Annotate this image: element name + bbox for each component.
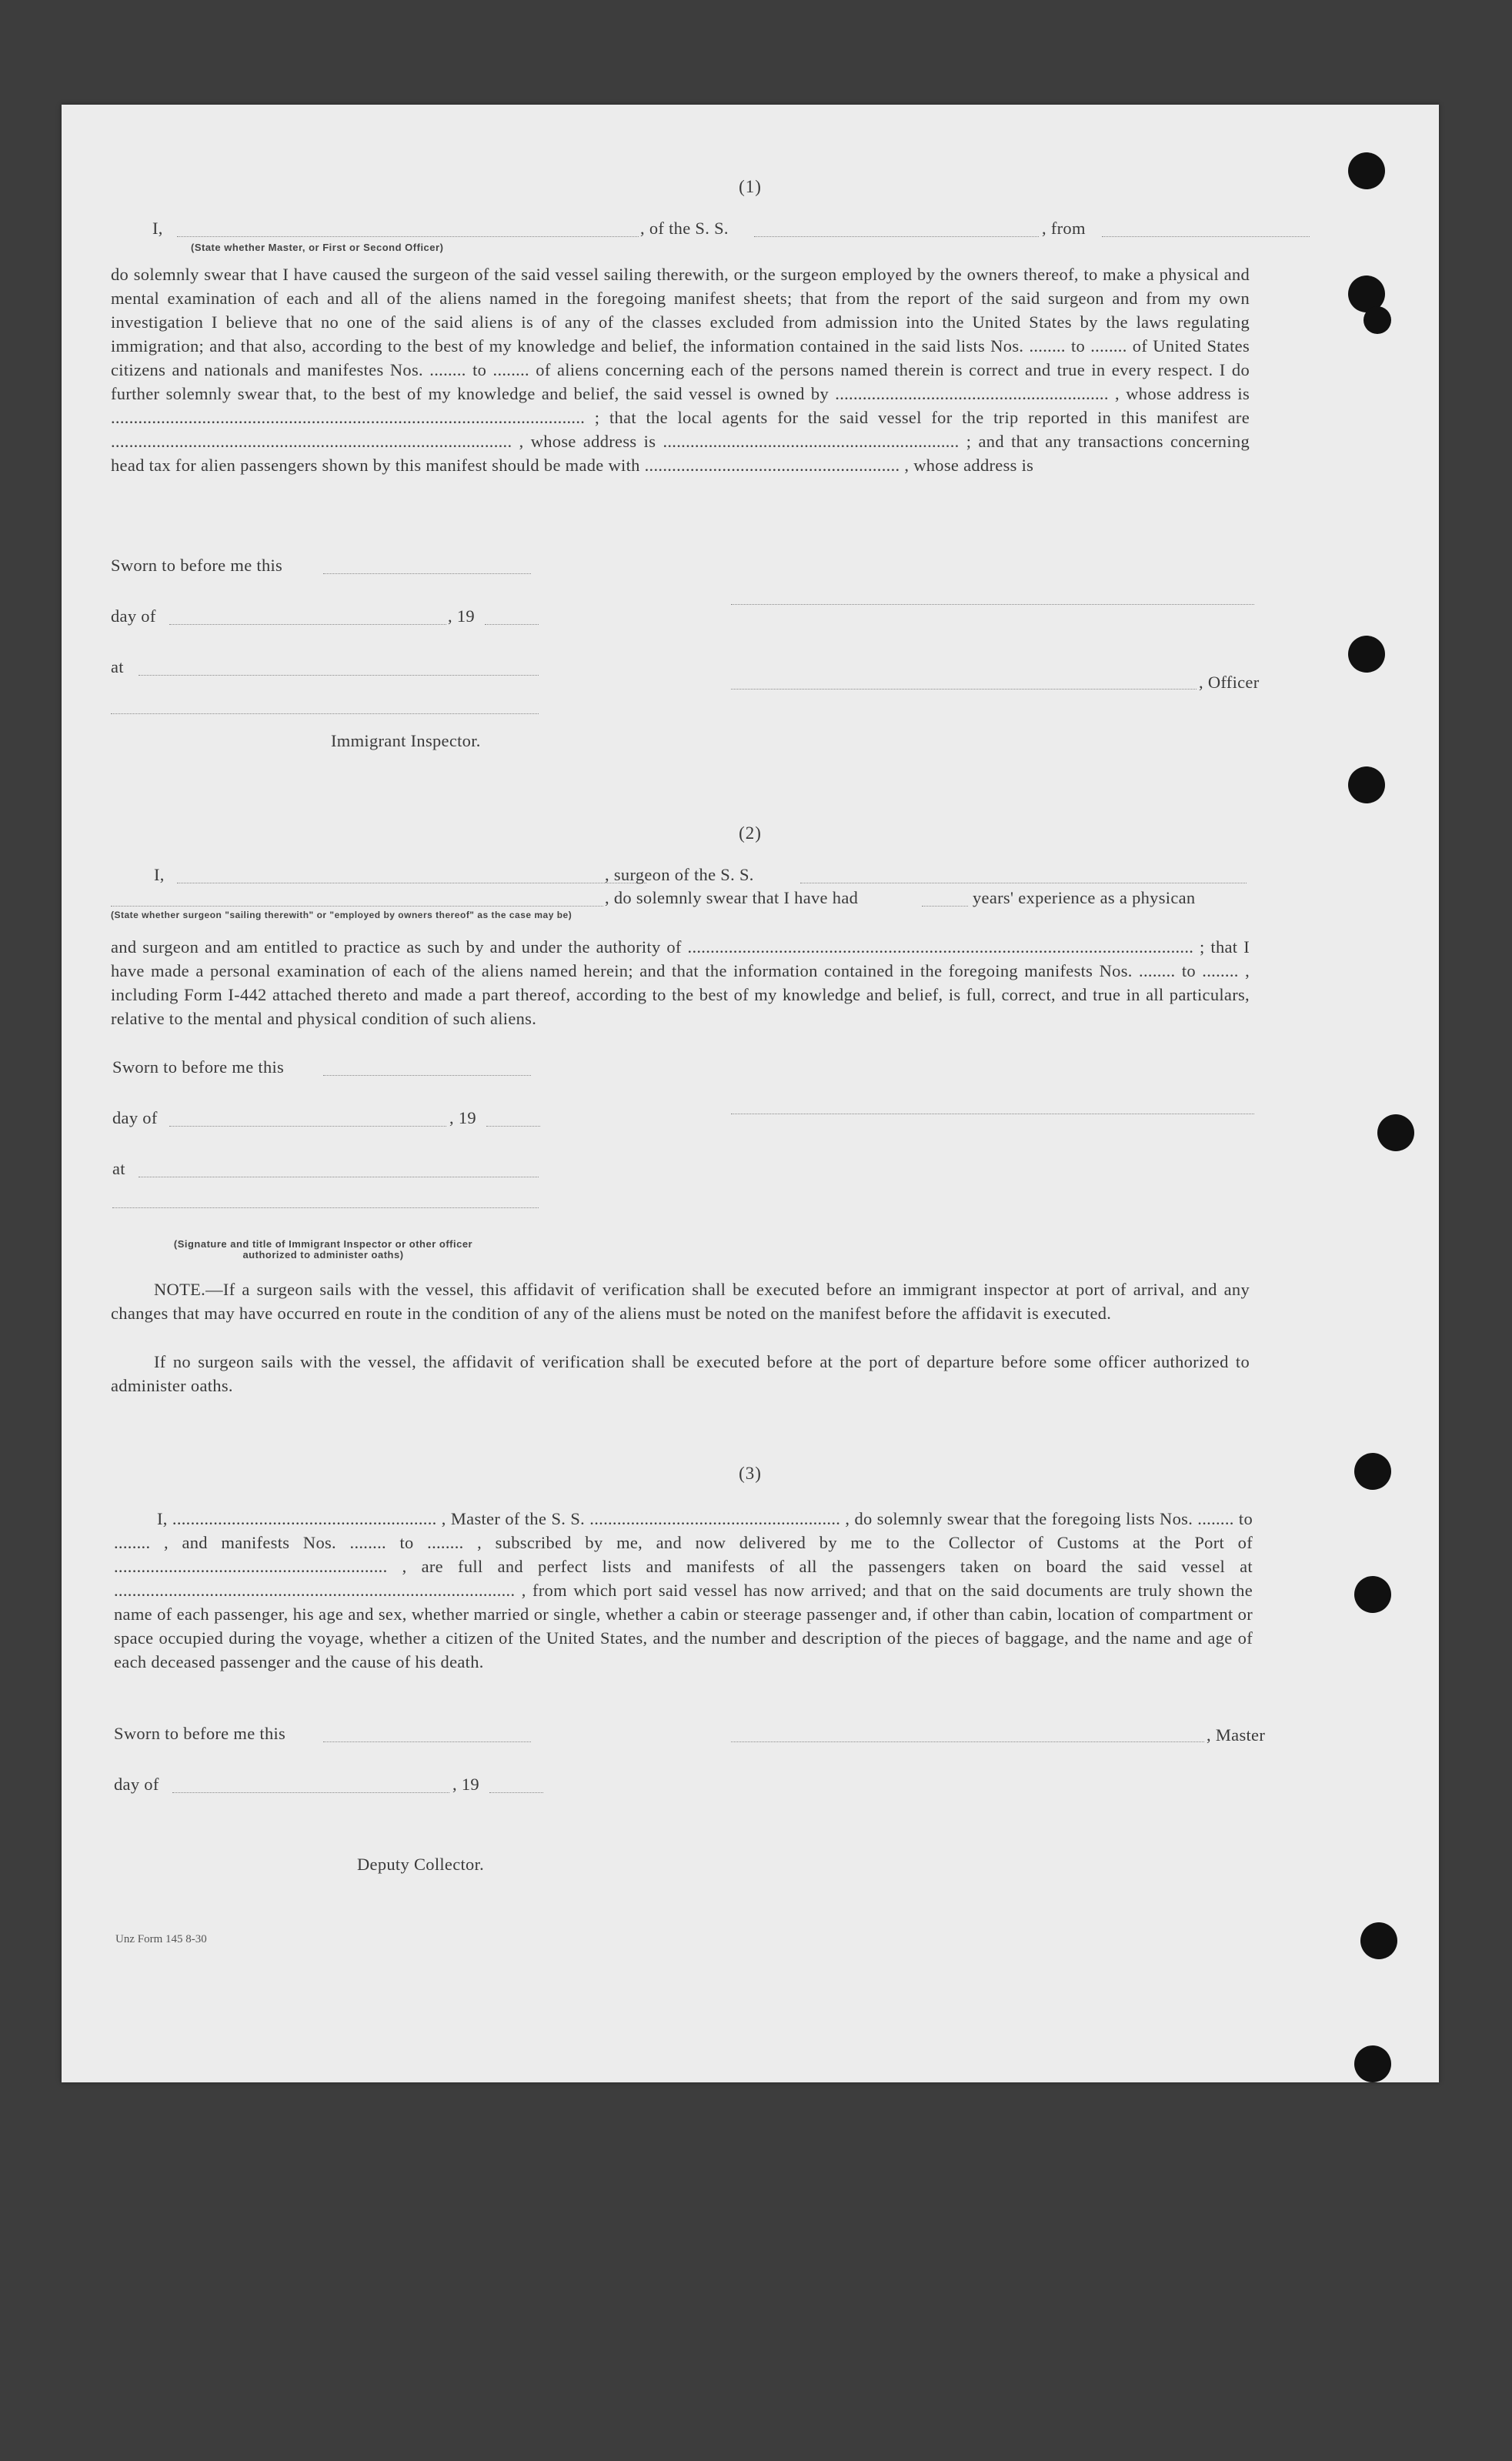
sec1-signature-blank[interactable] — [731, 603, 1254, 605]
sec2-at: at — [112, 1159, 125, 1178]
sec3-day-blank[interactable] — [172, 1791, 449, 1793]
sec1-of-ss: , of the S. S. — [640, 219, 729, 238]
sec2-ship-blank[interactable] — [800, 882, 1247, 883]
sec2-years-blank[interactable] — [922, 905, 968, 907]
sec1-day-of: day of — [111, 606, 156, 626]
sec3-master-sig-blank[interactable] — [731, 1741, 1204, 1742]
sec3-deputy: Deputy Collector. — [357, 1855, 485, 1874]
sec1-from-blank[interactable] — [1102, 235, 1310, 237]
binder-hole — [1348, 766, 1385, 803]
sec1-year: , 19 — [448, 606, 475, 626]
section-2-number: (2) — [739, 823, 762, 843]
sec1-day-blank[interactable] — [169, 623, 446, 625]
sec2-note-1: NOTE.—If a surgeon sails with the vessel, this affidavit of verification shall be executed before an immigrant inspector at port of arrival, and any changes that may have occurred en route in the condition of any of the aliens must be noted on the manifest before the affidavit is executed. — [111, 1280, 1250, 1323]
sec1-sworn: Sworn to before me this — [111, 556, 283, 575]
sec2-swear: , do solemnly swear that I have had — [605, 888, 859, 907]
sec1-from: , from — [1042, 219, 1086, 238]
sec3-master: , Master — [1207, 1725, 1266, 1745]
sec2-name-blank[interactable] — [177, 882, 646, 883]
sec1-at-blank[interactable] — [139, 674, 539, 676]
sec2-day-of: day of — [112, 1108, 158, 1127]
sec2-instruction: (State whether surgeon "sailing therewith" or "employed by owners thereof" as the case may be) — [111, 910, 572, 920]
section-1-number: (1) — [739, 177, 762, 196]
binder-hole — [1354, 1576, 1391, 1613]
sec1-sworn-blank[interactable] — [323, 573, 531, 574]
sec2-year-blank[interactable] — [486, 1125, 540, 1127]
sec1-officer: , Officer — [1199, 673, 1260, 692]
sec1-i-label: I, — [152, 219, 163, 238]
sec2-sworn-blank[interactable] — [323, 1074, 531, 1076]
sec1-body: do solemnly swear that I have caused the surgeon of the said vessel sailing therewith, or the surgeon employed by the owners thereof, to make a physical and mental examination of each and all of the aliens named in the foregoing manifest sheets; that from the report of the said surgeon and from my own investigation I believe that no one of the said aliens is of any of the classes excluded from admission into the United States by the laws regulating immigration; and that also, according to the best of my knowledge and belief, the information contained in the said lists Nos. ........ to ........ of United States citizens and nationals and manifestes Nos. ........ to ........ of aliens concerning each of the persons named therein is correct and true in every respect. I do further solemnly swear that, to the best of my knowledge and belief, the said vessel is owned by ............................................................ , whose address is ........................................................................................................ ; that the local agents for the said vessel for the trip reported in this manifest are ........................................................................................ , whose address is ................................................................. ; and that any transactions concerning head tax for alien passengers shown by this manifest should be made with ........................................................ , whose address is — [111, 265, 1250, 475]
sec2-at-blank-2[interactable] — [112, 1207, 539, 1208]
sec1-inspector: Immigrant Inspector. — [331, 731, 481, 750]
binder-hole — [1363, 306, 1391, 334]
binder-hole — [1354, 2045, 1391, 2082]
section-3-number: (3) — [739, 1464, 762, 1483]
binder-hole — [1360, 1922, 1397, 1959]
sec1-instruction: (State whether Master, or First or Second Officer) — [191, 242, 444, 253]
sec2-i-label: I, — [154, 865, 165, 884]
sec2-body: and surgeon and am entitled to practice as such by and under the authority of ............................................................................................................... ; that I have made a personal examination of each of the aliens named herein; and that the information contained in the foregoing manifests Nos. ........ to ........ , including Form I-442 attached thereto and made a part thereof, according to the best of my knowledge and belief, is full, correct, and true in all particulars, relative to the mental and physical condition of such aliens. — [111, 937, 1250, 1028]
sec1-officer-blank[interactable] — [177, 235, 639, 237]
binder-hole — [1377, 1114, 1414, 1151]
sec1-officer-sig-blank[interactable] — [731, 688, 1197, 690]
sec2-signature-caption: (Signature and title of Immigrant Inspector or other officer authorized to administer oaths) — [173, 1238, 473, 1261]
sec2-signature-blank[interactable] — [731, 1113, 1254, 1114]
sec3-sworn-blank[interactable] — [323, 1741, 531, 1742]
sec1-at-blank-2[interactable] — [111, 713, 539, 714]
sec1-year-blank[interactable] — [485, 623, 539, 625]
sec2-note-2: If no surgeon sails with the vessel, the affidavit of verification shall be executed before at the port of departure before some officer authorized to administer oaths. — [111, 1352, 1250, 1395]
sec3-sworn: Sworn to before me this — [114, 1724, 286, 1743]
sec3-year-blank[interactable] — [489, 1791, 543, 1793]
sec2-surgeon: , surgeon of the S. S. — [605, 865, 754, 884]
sec2-at-blank[interactable] — [139, 1176, 539, 1177]
sec2-type-blank[interactable] — [111, 905, 603, 907]
binder-hole — [1348, 636, 1385, 673]
sec3-day-of: day of — [114, 1775, 159, 1794]
sec2-sworn: Sworn to before me this — [112, 1057, 285, 1077]
form-page — [62, 105, 1439, 2082]
sec1-at: at — [111, 657, 124, 676]
sec2-day-blank[interactable] — [169, 1125, 446, 1127]
sec3-body: I, .......................................................... , Master of the S. S. ....................................................... , do solemnly swear that the foregoing lists Nos. ........ to ........ , and manifests Nos. ........ to ........ , subscribed by me, and now delivered by me to the Collector of Customs at the Port of ............................................................ , are full and perfect lists and manifests of all the passengers taken on board the said vessel at ........................................................................................ , from which port said vessel has now arrived; and that on the said documents are truly shown the name of each passenger, his age and sex, whether married or single, whether a cabin or steerage passenger and, if other than cabin, location of compartment or space occupied during the voyage, whether a citizen of the United States, and the number and description of the pieces of baggage, and the name and age of each deceased passenger and the cause of his death. — [114, 1509, 1253, 1671]
sec3-year: , 19 — [452, 1775, 479, 1794]
sec1-ship-blank[interactable] — [754, 235, 1039, 237]
sec2-year: , 19 — [449, 1108, 476, 1127]
form-number: Unz Form 145 8-30 — [115, 1933, 207, 1945]
sec2-years: years' experience as a physican — [973, 888, 1196, 907]
